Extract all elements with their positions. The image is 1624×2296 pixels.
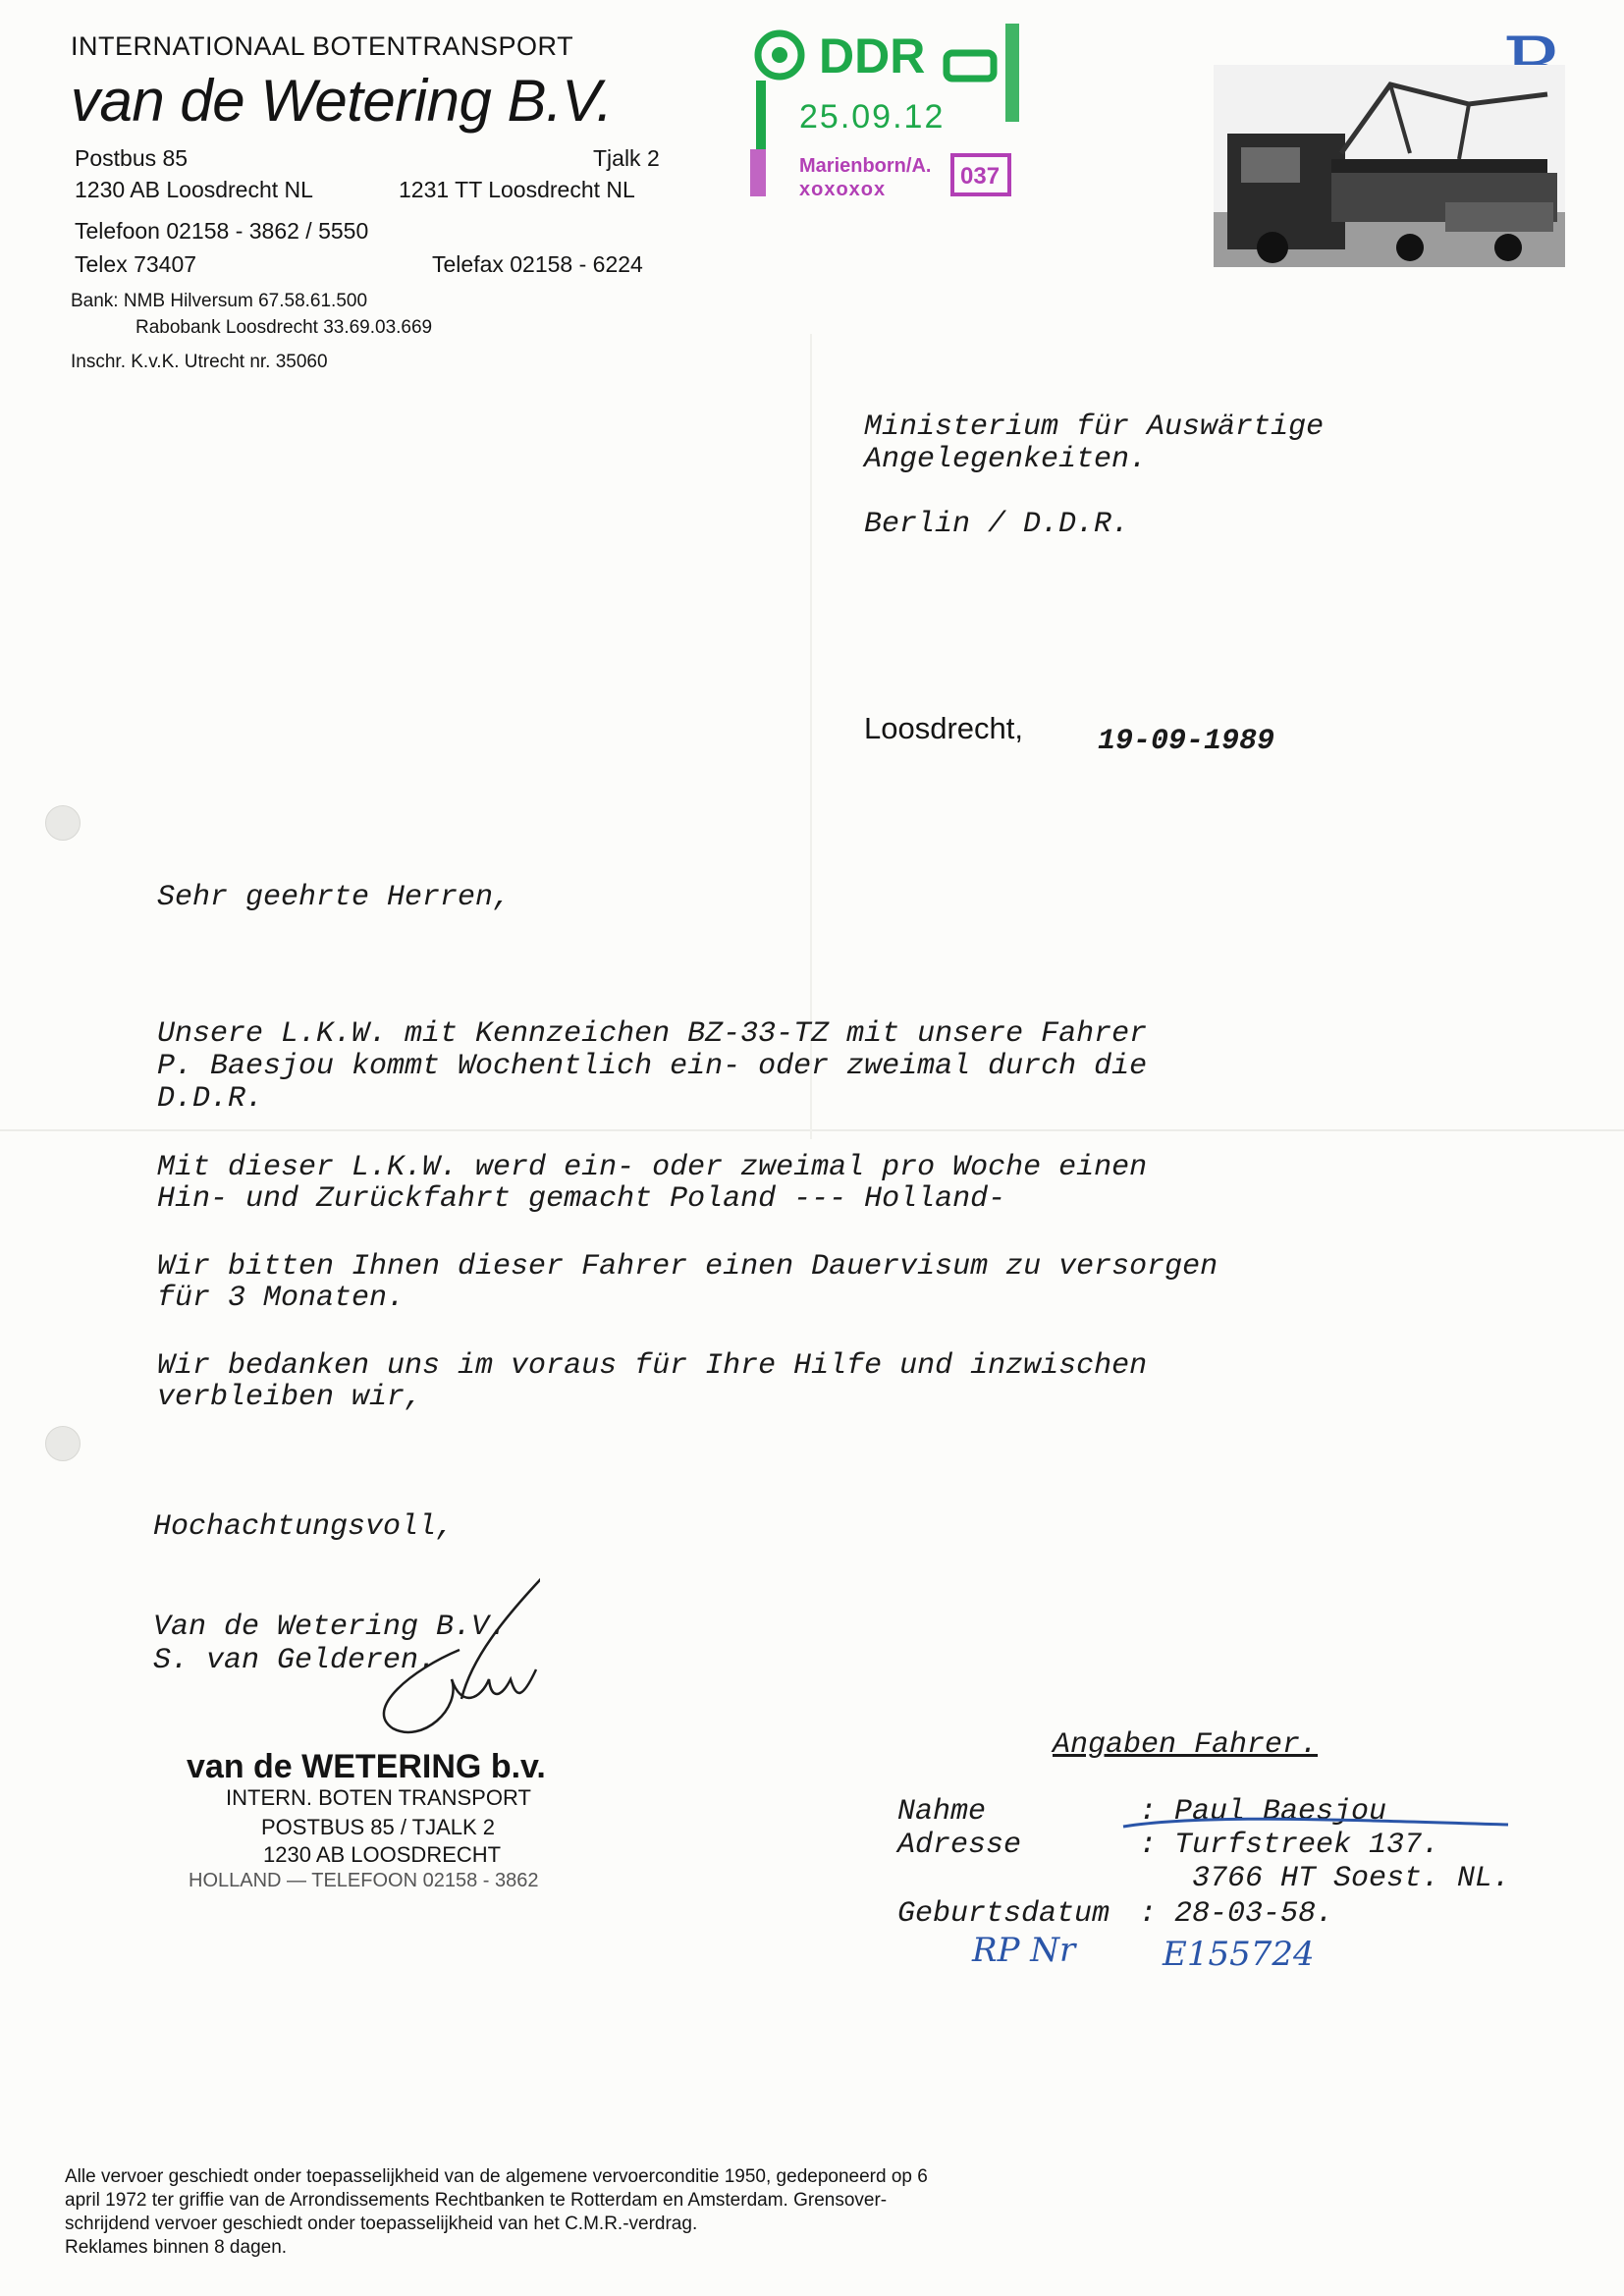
letterhead-postbus: Postbus 85	[75, 145, 189, 171]
signoff-name: S. van Gelderen.	[153, 1644, 437, 1677]
company-stamp-line-4: HOLLAND — TELEFOON 02158 - 3862	[189, 1870, 539, 1891]
body-line: verbleiben wir,	[157, 1381, 423, 1414]
company-stamp-line-1: INTERN. BOTEN TRANSPORT	[226, 1785, 531, 1810]
body-line: für 3 Monaten.	[157, 1282, 406, 1315]
letterhead-telefoon: Telefoon 02158 - 3862 / 5550	[75, 218, 369, 244]
body-line: Mit dieser L.K.W. werd ein- oder zweimal pro Woche einen	[157, 1151, 1148, 1184]
driver-name-label: Nahme	[897, 1795, 987, 1829]
letterhead-bank-rabo: Rabobank Loosdrecht 33.69.03.669	[135, 317, 433, 338]
company-stamp-line-2: POSTBUS 85 / TJALK 2	[261, 1815, 496, 1839]
body-line: D.D.R.	[157, 1082, 264, 1116]
letter-place: Loosdrecht,	[864, 711, 1023, 745]
driver-address-value-1: : Turfstreek 137.	[1139, 1829, 1440, 1862]
company-stamp-line-3: 1230 AB LOOSDRECHT	[263, 1842, 502, 1867]
body-line: Wir bitten Ihnen dieser Fahrer einen Dauervisum zu versorgen	[157, 1250, 1218, 1284]
letterhead-company: van de Wetering B.V.	[71, 68, 613, 134]
footer-line: schrijdend vervoer geschiedt onder toepasselijkheid van het C.M.R.-verdrag.	[65, 2214, 698, 2234]
stamp-place: Marienborn/A.	[799, 155, 932, 177]
letterhead-street: Tjalk 2	[593, 145, 660, 171]
letterhead-telex: Telex 73407	[75, 251, 197, 277]
handwritten-rp-label: RP Nr	[972, 1931, 1076, 1970]
signoff-company: Van de Wetering B.V.	[153, 1611, 508, 1644]
salutation: Sehr geehrte Herren,	[157, 881, 512, 914]
body-line: Wir bedanken uns im voraus für Ihre Hilfe und inzwischen	[157, 1349, 1148, 1383]
body-line: Unsere L.K.W. mit Kennzeichen BZ-33-TZ mit unsere Fahrer	[157, 1017, 1148, 1051]
handwritten-rp-number: E155724	[1163, 1935, 1315, 1974]
footer-line: april 1972 ter griffie van de Arrondissements Rechtbanken te Rotterdam en Amsterdam. Grensover-	[65, 2190, 888, 2211]
body-line: Hin- und Zurückfahrt gemacht Poland --- Holland-	[157, 1182, 1006, 1216]
body-line: P. Baesjou kommt Wochentlich ein- oder zweimal durch die	[157, 1050, 1148, 1083]
letterhead-kvk: Inschr. K.v.K. Utrecht nr. 35060	[71, 352, 328, 372]
footer-line: Reklames binnen 8 dagen.	[65, 2237, 288, 2258]
stamp-code: 037	[960, 163, 1001, 190]
stamp-country: DDR	[819, 28, 926, 83]
driver-birth-label: Geburtsdatum	[897, 1897, 1110, 1931]
driver-heading: Angaben Fahrer.	[1053, 1728, 1319, 1762]
fold-line	[0, 1129, 1624, 1131]
letterhead-bank-nmb: Bank: NMB Hilversum 67.58.61.500	[71, 291, 368, 311]
footer-line: Alle vervoer geschiedt onder toepasselijkheid van de algemene vervoerconditie 1950, gedeponeerd op 6	[65, 2166, 928, 2187]
letterhead-telefax: Telefax 02158 - 6224	[432, 251, 643, 277]
punch-hole	[45, 805, 81, 841]
closing: Hochachtungsvoll,	[153, 1510, 455, 1544]
driver-birth-value: : 28-03-58.	[1139, 1897, 1334, 1931]
truck-image-icon	[1214, 65, 1565, 267]
driver-address-value-2: 3766 HT Soest. NL.	[1192, 1862, 1511, 1895]
letterhead-street-city: 1231 TT Loosdrecht NL	[399, 177, 635, 202]
letterhead-postbus-city: 1230 AB Loosdrecht NL	[75, 177, 313, 202]
recipient-line-1: Ministerium für Auswärtige	[864, 410, 1325, 444]
letterhead-tagline: INTERNATIONAAL BOTENTRANSPORT	[71, 31, 574, 61]
stamp-date: 25.09.12	[799, 98, 946, 136]
driver-name-value: : Paul Baesjou	[1139, 1795, 1387, 1829]
truck-photo	[1214, 65, 1565, 267]
pen-underline	[1119, 1805, 1512, 1834]
letter-date: 19-09-1989	[1098, 725, 1275, 758]
recipient-line-2: Angelegenkeiten.	[864, 443, 1148, 476]
punch-hole	[45, 1426, 81, 1461]
handwritten-signature	[353, 1561, 540, 1738]
company-stamp-name: van de WETERING b.v.	[187, 1748, 546, 1785]
recipient-city: Berlin / D.D.R.	[864, 508, 1130, 541]
driver-address-label: Adresse	[897, 1829, 1022, 1862]
stamp-marks: xoxoxox	[799, 179, 887, 200]
ddr-border-stamp	[750, 18, 1045, 210]
